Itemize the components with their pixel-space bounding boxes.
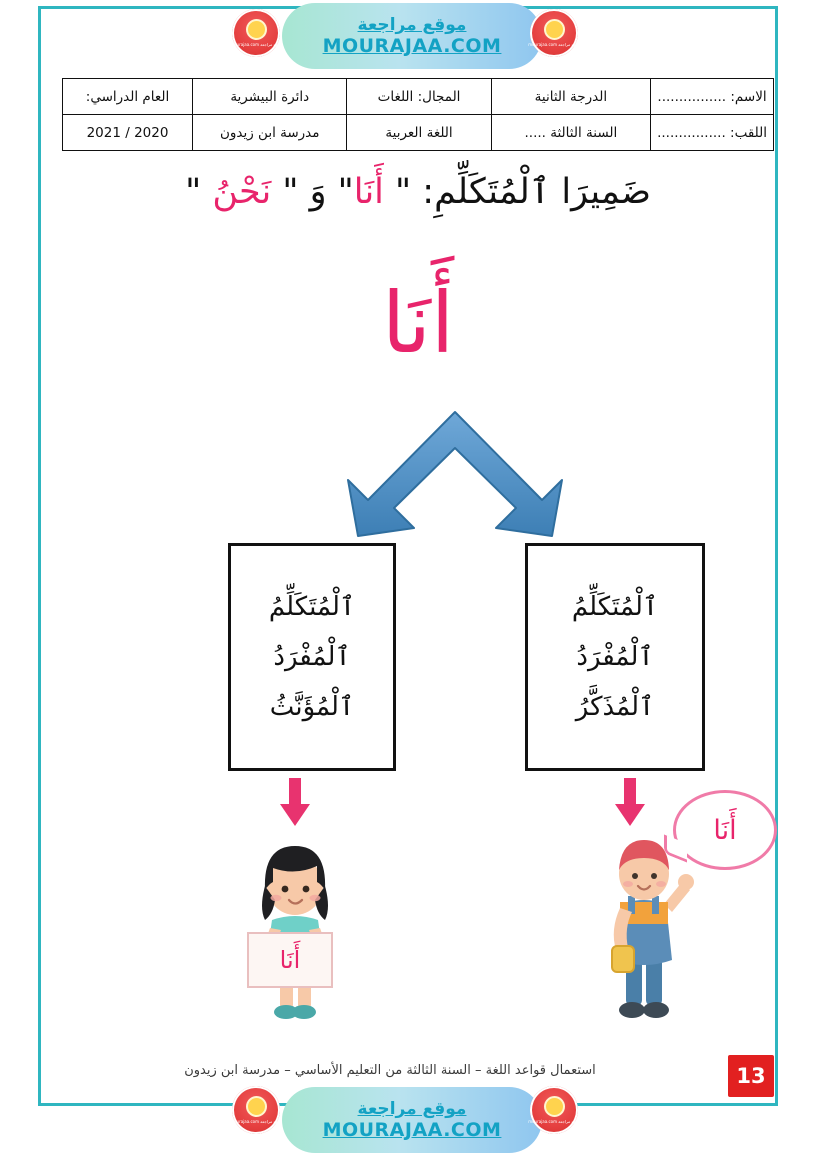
table-row bbox=[63, 79, 774, 115]
cell-school-year-value: 2020 / 2021 bbox=[63, 115, 193, 151]
logo-caption: موقع مراجعة mourajaa.com bbox=[528, 1119, 580, 1124]
page-title bbox=[60, 172, 776, 212]
header-info-table bbox=[62, 78, 774, 151]
logo-dot bbox=[544, 19, 565, 40]
title-word-nahnu: نَحْنُ bbox=[212, 172, 272, 212]
watermark-line-2: MOURAJAA.COM bbox=[322, 35, 502, 57]
cell-subject: اللغة العربية bbox=[347, 115, 491, 151]
title-part-2: " وَ " bbox=[271, 172, 354, 212]
title-part-1: ضَمِيرَا ٱلْمُتَكَلِّمِ: " bbox=[383, 172, 651, 212]
logo-dot bbox=[544, 1096, 565, 1117]
held-sign-text: أَنَا bbox=[279, 946, 301, 974]
big-word-ana: أَنَا bbox=[381, 274, 455, 372]
mourajaa-logo-icon bbox=[530, 9, 578, 57]
table-row bbox=[63, 115, 774, 151]
logo-caption: موقع مراجعة mourajaa.com bbox=[230, 42, 282, 47]
box-feminine-line-2: ٱلْمُفْرَدُ bbox=[273, 642, 351, 672]
box-feminine-line-3: ٱلْمُؤَنَّثُ bbox=[269, 692, 355, 722]
cell-field: المجال: اللغات bbox=[347, 79, 491, 115]
box-masculine bbox=[525, 543, 705, 771]
logo-caption: موقع مراجعة mourajaa.com bbox=[528, 42, 580, 47]
cell-name: الاسم: ................ bbox=[651, 79, 774, 115]
footer-note: استعمال قواعد اللغة – السنة الثالثة من التعليم الأساسي – مدرسة ابن زيدون bbox=[184, 1063, 596, 1078]
speech-bubble-text: أَنَا bbox=[713, 814, 737, 846]
cell-school-year: العام الدراسي: bbox=[63, 79, 193, 115]
pink-down-arrow-icon-left bbox=[280, 778, 310, 826]
watermark-line-1: موقع مراجعة bbox=[357, 15, 467, 35]
box-masculine-line-3: ٱلْمُذَكَّرُ bbox=[575, 692, 655, 722]
girl-illustration bbox=[232, 832, 358, 1022]
cell-surname: اللقب: ................ bbox=[651, 115, 774, 151]
branch-arrow-icon bbox=[330, 408, 580, 548]
watermark-banner-top bbox=[282, 3, 542, 69]
page-number-badge: 13 bbox=[728, 1055, 774, 1097]
mourajaa-logo-icon bbox=[232, 1086, 280, 1134]
cell-level: السنة الثالثة ..... bbox=[491, 115, 650, 151]
logo-dot bbox=[246, 19, 267, 40]
title-word-ana: أَنَا bbox=[353, 172, 384, 212]
mourajaa-logo-icon bbox=[530, 1086, 578, 1134]
logo-dot bbox=[246, 1096, 267, 1117]
box-masculine-line-1: ٱلْمُتَكَلِّمُ bbox=[571, 592, 659, 622]
watermark-line-1: موقع مراجعة bbox=[357, 1099, 467, 1119]
box-masculine-line-2: ٱلْمُفْرَدُ bbox=[576, 642, 654, 672]
box-feminine bbox=[228, 543, 396, 771]
pink-down-arrow-icon-right bbox=[615, 778, 645, 826]
held-sign bbox=[247, 932, 333, 988]
speech-bubble bbox=[673, 790, 777, 870]
title-part-3: " bbox=[185, 172, 213, 212]
box-feminine-line-1: ٱلْمُتَكَلِّمُ bbox=[268, 592, 356, 622]
cell-circle: دائرة البيشرية bbox=[193, 79, 347, 115]
watermark-banner-bottom bbox=[282, 1087, 542, 1153]
cell-school: مدرسة ابن زيدون bbox=[193, 115, 347, 151]
cell-grade: الدرجة الثانية bbox=[491, 79, 650, 115]
watermark-line-2: MOURAJAA.COM bbox=[322, 1119, 502, 1141]
logo-caption: موقع مراجعة mourajaa.com bbox=[230, 1119, 282, 1124]
mourajaa-logo-icon bbox=[232, 9, 280, 57]
